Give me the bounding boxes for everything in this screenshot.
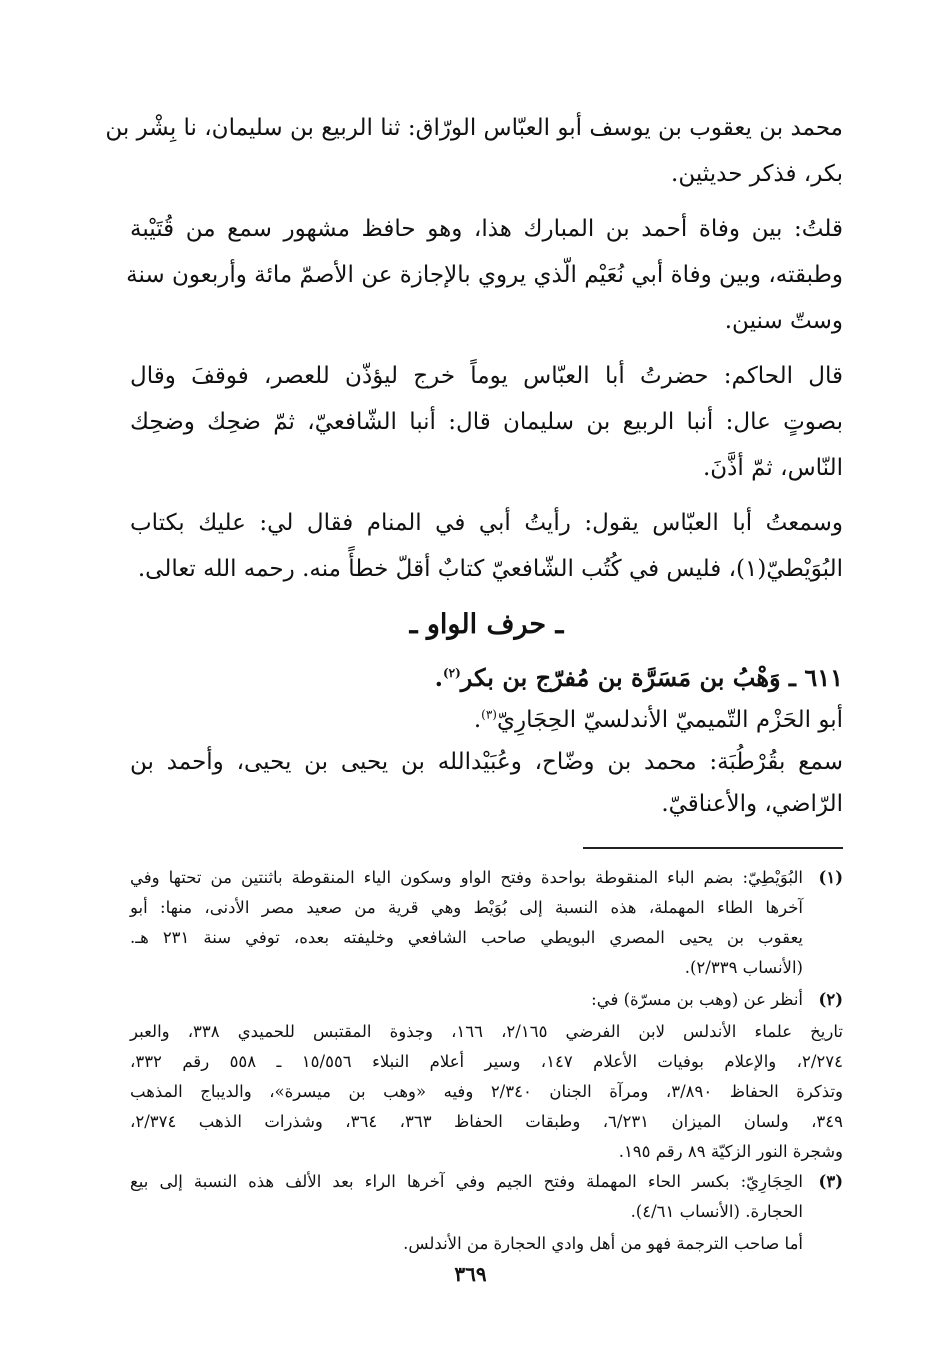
footnote-number: (٣) (818, 1172, 843, 1191)
text-line: محمد بن يعقوب بن يوسف أبو العبّاس الورّاق: ثنا الربيع بن سليمان، نا بِشْر بن (105, 115, 843, 141)
entry-title-text: ٦١١ ـ وَهْبُ بن مَسَرَّة بن مُفرّج بن بكر (460, 663, 843, 692)
footnote-line: يعقوب بن يحيى المصري البويطي صاحب الشافعي وخليفته بعده، توفي سنة ٢٣١ هـ. (130, 928, 803, 947)
text-line: الرّاضي، والأعناقيّ. (661, 791, 843, 817)
text-line: سمع بقُرْطُبَة: محمد بن وضّاح، وعُبَيْدالله بن يحيى بن يحيى، وأحمد بن (130, 749, 843, 775)
footnote-body (130, 985, 803, 1015)
footnote-3-tail: أما صاحب الترجمة فهو من أهل وادي الحجارة من الأندلس. (403, 1234, 803, 1253)
footnote-line: وشجرة النور الزكيّة ٨٩ رقم ١٩٥. (618, 1142, 843, 1161)
footnote-ref: (٣) (481, 707, 497, 722)
footnote-number: (١) (818, 868, 843, 887)
footnote-line: الحِجَارِيّ: بكسر الحاء المهملة وفتح الجيم وفي آخرها الراء بعد الألف هذه النسبة إلى بيع (130, 1172, 803, 1191)
page-number: ٣٦٩ (454, 1262, 487, 1286)
footnotes (130, 863, 843, 1259)
biography-entry (130, 657, 843, 825)
text-line: البُوَيْطيّ(١)، فليس في كُتُب الشّافعيّ كتابٌ أقلّ خطأً منه. رحمه الله تعالى. (137, 556, 843, 582)
text-line: بكر، فذكر حديثين. (671, 161, 843, 187)
body-paragraph-2 (126, 206, 843, 344)
footnote-ref: (٢) (442, 666, 461, 680)
text-line: وسمعتُ أبا العبّاس يقول: رأيتُ أبي في المنام فقال لي: عليك بكتاب (130, 510, 843, 536)
footnote-line: تاريخ علماء الأندلس لابن الفرضي ٢/١٦٥، ١٦٦، وجذوة المقتبس للحميدي ٣٣٨، والعبر (130, 1022, 843, 1041)
footnote-separator (583, 847, 843, 849)
entry-title: ٦١١ ـ وَهْبُ بن مَسَرَّة بن مُفرّج بن بكر$^{(٢)}$. (434, 663, 843, 692)
page-content (105, 105, 844, 1372)
entry-paragraph (130, 741, 843, 825)
footnote-line: وتذكرة الحفاظ ٣/٨٩٠، ومرآة الجنان ٢/٣٤٠ وفيه «وهب بن ميسرة»، والديباج المذهب (130, 1082, 844, 1101)
text-line: وستّ سنين. (724, 308, 843, 334)
footnote-line: ٢/٢٧٤، والإعلام بوفيات الأعلام ١٤٧، وسير أعلام النبلاء ١٥/٥٥٦ ـ ٥٥٨ رقم ٣٣٢، (130, 1052, 843, 1071)
body-paragraph-3 (130, 353, 843, 491)
footnote-line: أنظر عن (وهب بن مسرّة) في: (591, 990, 803, 1009)
footnote-body (130, 863, 803, 983)
entry-lineage-text: أبو الحَزْم التّميميّ الأندلسيّ الحِجَارِيّ (496, 707, 843, 733)
body-paragraph-4 (130, 500, 843, 592)
text-line: النّاس، ثمّ أذَّنَ. (702, 455, 843, 481)
text-line: وطبقته، وبين وفاة أبي نُعَيْم الّذي يروي بالإجازة عن الأصمّ مائة وأربعون سنة (126, 262, 843, 288)
footnote-number: (٢) (818, 990, 843, 1009)
footnote-3 (130, 1167, 843, 1227)
text-line: قال الحاكم: حضرتُ أبا العبّاس يوماً خرج ليؤذّن للعصر، فوقفَ وقال (130, 363, 843, 389)
section-heading: ـ حرف الواو ـ (409, 609, 564, 640)
footnote-line: ٣٤٩، ولسان الميزان ٦/٢٣١، وطبقات الحفاظ ٣٦٣، ٣٦٤، وشذرات الذهب ٢/٣٧٤، (130, 1112, 844, 1131)
footnote-2-sources (130, 1017, 843, 1167)
footnote-2 (130, 985, 843, 1015)
footnote-1 (130, 863, 843, 983)
text-line: قلتُ: بين وفاة أحمد بن المبارك هذا، وهو حافظ مشهور سمع من قُتَيْبة (130, 216, 843, 242)
entry-lineage: أبو الحَزْم التّميميّ الأندلسيّ الحِجَارِيّ$^{(٣)}$. (473, 707, 843, 733)
text-line: بصوتٍ عال: أنبا الربيع بن سليمان قال: أنبا الشّافعيّ، ثمّ ضحِك وضحِك (130, 409, 843, 435)
footnote-line: الحجارة. (الأنساب ٤/٦١). (630, 1202, 803, 1221)
footnote-line: البُوَيْطِيّ: بضم الباء المنقوطة بواحدة وفتح الواو وسكون الياء المنقوطة باثنتين من تحتها وفي (130, 868, 803, 887)
footnote-line: (الأنساب ٢/٣٣٩). (684, 958, 803, 977)
body-paragraph-1 (105, 105, 843, 197)
footnote-line: آخرها الطاء المهملة، هذه النسبة إلى بُوَيْط وهي قرية من صعيد مصر الأدنى، منها: أبو (130, 898, 803, 917)
footnote-body (130, 1167, 803, 1227)
